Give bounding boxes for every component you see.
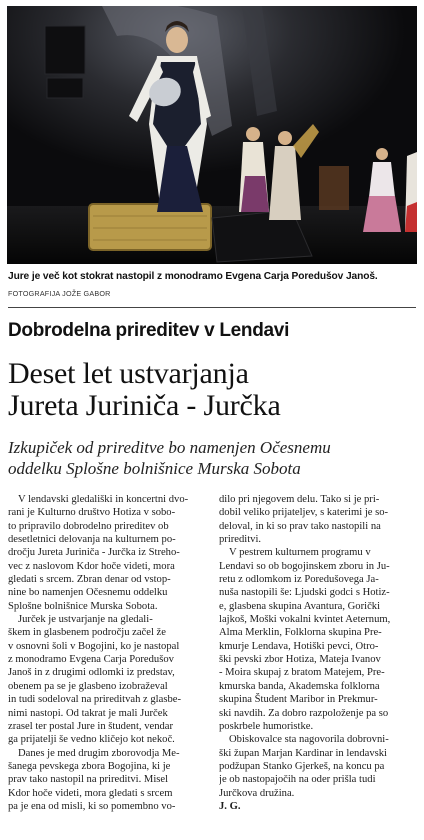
body-text-line: kmurska banda, Akademska folklorna (219, 680, 380, 692)
section-divider (8, 307, 416, 308)
photo-caption: Jure je več kot stokrat nastopil z monodramo Evgena Carja Poredušov Janoš. (8, 271, 378, 282)
lead-line: oddelku Splošne bolnišnice Murska Sobota (8, 459, 301, 478)
body-text-line: ški župan Marjan Kardinar in lendavski (219, 747, 387, 759)
body-text-line: ga prijatelji še vedno kličejo kot nekoč. (8, 734, 175, 746)
body-text-line: V lendavski gledališki in koncertni dvo- (18, 494, 189, 505)
body-text-line: Jurčkova družina. (219, 787, 295, 799)
body-text-line: z monodramo Evgena Carja Poredušov (8, 654, 174, 666)
body-text-line: šanega pevskega zbora Bogojina, ki je (8, 760, 171, 772)
body-text-line: dobil veliko prijateljev, s katerimi je so- (219, 507, 389, 519)
article-column-left (8, 493, 212, 813)
body-text-line: Danes je med drugim zborovodja Me- (18, 747, 180, 759)
body-text-line: V pestrem kulturnem programu v (229, 547, 371, 559)
body-text-line: prav tako nastopil na prireditvi. Misel (8, 774, 169, 786)
body-text-line: prireditvi. (219, 534, 262, 546)
body-text-line: ski navdih. Za dobro razpoloženje pa so (219, 707, 389, 719)
article-headline (8, 358, 418, 422)
body-text-line: podžupan Stanko Gjerkeš, na koncu pa (219, 760, 385, 772)
lead-line: Izkupiček od prireditve bo namenjen Očesnemu (8, 438, 331, 457)
body-text-line: Splošne bolnišnice Murska Sobota. (8, 600, 158, 612)
headline-line: Jureta Juriniča - Jurčka (8, 389, 281, 422)
body-text-line: retu z odlomkom iz Poredušovega Ja- (219, 574, 379, 586)
body-text-line: in tudi sodeloval na prireditvah z glasbe- (8, 694, 181, 706)
body-text-line: e, glasbena skupina Avantura, Gorički (219, 600, 381, 612)
body-text-line: zrasel ter postal Jure in študent, vendar (8, 720, 174, 732)
body-text-line: to pripravilo dobrodelno prireditev ob (8, 520, 169, 532)
article-column-right (219, 493, 416, 813)
body-text-line: gledati s srcem. Zbran denar od vstop- (8, 574, 171, 586)
body-text-line: lajkoš, Moški vokalni kvintet Aeternum, (219, 614, 391, 626)
body-text-line: Jurček je ustvarjanje na gledali- (18, 614, 153, 626)
body-text-line: Kdor hoče videti, mora gledati s srcem (8, 787, 173, 799)
body-text-line: ški pevski zbor Hotiza, Mateja Ivanov (219, 654, 381, 666)
article-lead (8, 437, 418, 479)
body-text-line: deloval, in ki so prav tako nastopili na (219, 520, 381, 532)
body-text-line: v osnovni šoli v Bogojini, ko je nastopal (8, 640, 180, 652)
body-text-line: nimi nastopi. Od takrat je mali Jurček (8, 707, 168, 719)
body-text-line: dilo pri njegovem delu. Tako si je pri- (219, 494, 380, 505)
body-text-line: Lendavi so ob bogojinskem zboru in Ju- (219, 560, 390, 572)
body-text-line: vec z naslovom Kdor hoče videti, mora (8, 560, 175, 572)
body-text-line: skupina Študent Maribor in Prekmur- (219, 694, 378, 706)
body-text-line: rani je Kulturno društvo Hotiza v sobo- (8, 507, 176, 519)
article-kicker: Dobrodelna prireditev v Lendavi (8, 320, 290, 341)
body-text-line: Obiskovalce sta nagovorila dobrovni- (229, 734, 389, 746)
stage-photo-illustration (7, 6, 417, 264)
body-text-line: Janoš in z drugimi odlomki iz predstav, (8, 667, 175, 679)
body-text-line: pa je ena od misli, ki so pomembno vo- (8, 800, 176, 812)
headline-line: Deset let ustvarjanja (8, 357, 249, 390)
body-text-line: obenem pa se je glasbeno izobraževal (8, 680, 168, 692)
body-text-line: je ob nastopajočih na oder prišla tudi (219, 774, 376, 786)
body-text-line: - Moira skupaj z bratom Matejem, Pre- (219, 667, 385, 679)
body-text-line: poskrbele humoristke. (219, 720, 314, 732)
body-text-line: dročju Jureta Juriniča - Jurčka iz Strehо- (8, 547, 180, 559)
body-text-line: škem in glasbenem področju začel že (8, 627, 166, 639)
body-text-line: kmurje Lendava, Hotiški pevci, Otro- (219, 640, 379, 652)
photo-credit: FOTOGRAFIJA JOŽE GABOR (8, 289, 111, 298)
body-text-line: nuša nastopili še: Ljudski godci s Hotiz- (219, 587, 390, 599)
body-text-line: J. G. (219, 800, 241, 812)
stage-photo (7, 6, 417, 264)
body-text-line: desetletnici delovanja na kulturnem po- (8, 534, 176, 546)
body-text-line: nine bo namenjen Očesnemu oddelku (8, 587, 168, 599)
body-text-line: Alma Merklin, Folklorna skupina Pre- (219, 627, 382, 639)
